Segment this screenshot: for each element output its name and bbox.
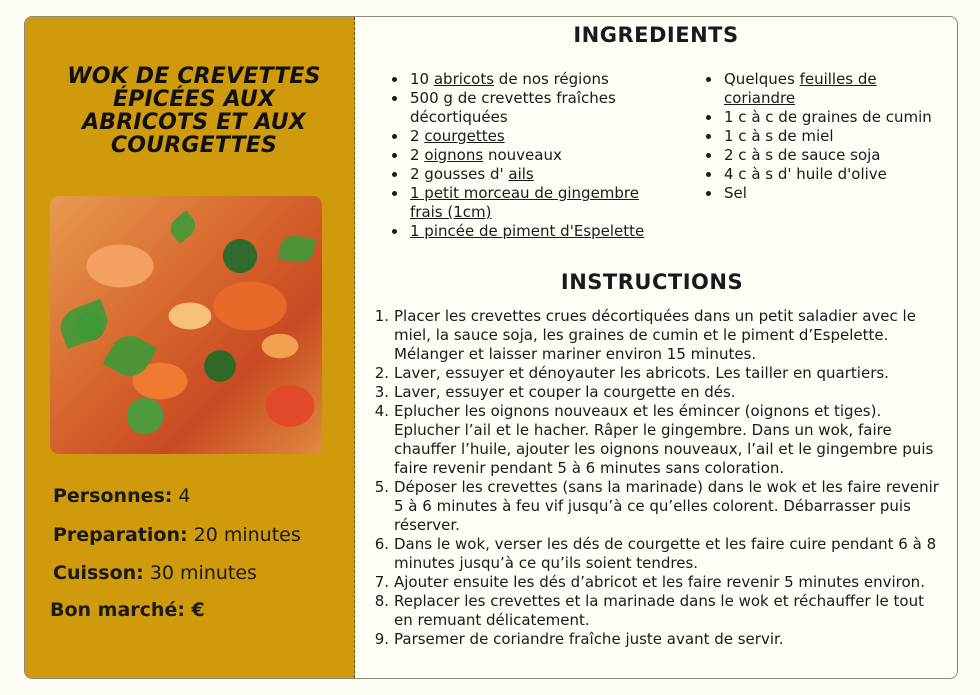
recipe-sidebar bbox=[25, 17, 355, 678]
fact-servings: Personnes: 4 bbox=[53, 485, 191, 507]
instruction-step bbox=[374, 383, 946, 402]
ingredient-item bbox=[702, 127, 932, 146]
recipe-content bbox=[356, 17, 956, 678]
instructions-heading: INSTRUCTIONS bbox=[560, 270, 744, 294]
ingredient-link[interactable]: ails bbox=[508, 165, 534, 183]
ingredient-text: Sel bbox=[724, 184, 747, 202]
step-number: 5. bbox=[374, 478, 389, 496]
instruction-step bbox=[374, 592, 946, 630]
step-text: Dans le wok, verser les dés de courgette et les faire cuire pendant 6 à 8 minutes jusqu’à ce qu’ils soient tendres. bbox=[394, 535, 937, 572]
instruction-step bbox=[374, 630, 946, 649]
coriander-leaf bbox=[166, 210, 200, 244]
instruction-step bbox=[374, 535, 946, 573]
ingredient-text: de nos régions bbox=[494, 70, 609, 88]
step-number: 9. bbox=[374, 630, 389, 648]
recipe-card bbox=[24, 16, 958, 679]
ingredient-text: 4 c à s d' huile d'olive bbox=[724, 165, 887, 183]
step-number: 7. bbox=[374, 573, 389, 591]
instruction-step bbox=[374, 364, 946, 383]
ingredient-link[interactable]: 1 petit morceau de gingembre frais (1cm) bbox=[410, 184, 639, 221]
fact-cost: Bon marché: € bbox=[50, 599, 205, 621]
ingredient-item bbox=[388, 89, 663, 127]
ingredient-item bbox=[702, 70, 932, 108]
step-text: Laver, essuyer et couper la courgette en dés. bbox=[394, 383, 736, 401]
ingredient-link[interactable]: courgettes bbox=[424, 127, 505, 145]
ingredient-text: 500 g de crevettes fraîches décortiquées bbox=[410, 89, 616, 126]
step-text: Replacer les crevettes et la marinade dans le wok et réchauffer le tout en remuant délicatement. bbox=[394, 592, 924, 629]
step-text: Ajouter ensuite les dés d’abricot et les faire revenir 5 minutes environ. bbox=[394, 573, 925, 591]
ingredient-item bbox=[702, 108, 932, 127]
ingredients-heading: INGREDIENTS bbox=[573, 23, 739, 47]
ingredient-link[interactable]: abricots bbox=[433, 70, 495, 88]
fact-preparation: Preparation: 20 minutes bbox=[53, 524, 301, 546]
ingredient-link[interactable]: oignons bbox=[424, 146, 484, 164]
step-number: 6. bbox=[374, 535, 389, 553]
step-number: 4. bbox=[374, 402, 389, 420]
ingredient-item bbox=[388, 184, 663, 222]
recipe-title: WOK DE CREVETTES ÉPICÉES AUX ABRICOTS ET AUX COURGETTES bbox=[67, 64, 321, 158]
step-number: 2. bbox=[374, 364, 389, 382]
ingredient-item bbox=[702, 146, 932, 165]
ingredient-text: 2 gousses d' bbox=[410, 165, 509, 183]
ingredients-list-left bbox=[388, 70, 663, 241]
ingredient-text: 2 c à s de sauce soja bbox=[724, 146, 881, 164]
step-text: Placer les crevettes crues décortiquées dans un petit saladier avec le miel, la sauce soja, les graines de cumin et le piment d’Espelette. Mélanger et laisser mariner environ 15 minutes. bbox=[394, 307, 916, 363]
ingredient-text: 1 c à s de miel bbox=[724, 127, 834, 145]
ingredient-text: nouveaux bbox=[483, 146, 562, 164]
ingredient-item bbox=[702, 165, 932, 184]
step-text: Eplucher les oignons nouveaux et les émincer (oignons et tiges). Eplucher l’ail et le hacher. Râper le gingembre. Dans un wok, faire chauffer l’huile, ajouter les oignons nouveaux, l’ail et le gingembre puis faire revenir pendant 5 à 6 minutes sans coloration. bbox=[394, 402, 934, 477]
ingredient-item bbox=[388, 165, 663, 184]
step-text: Déposer les crevettes (sans la marinade) dans le wok et les faire revenir 5 à 6 minutes à feu vif jusqu’à ce qu’elles colorent. Débarrasser puis réserver. bbox=[394, 478, 939, 534]
ingredients-list-right bbox=[702, 70, 932, 203]
step-number: 8. bbox=[374, 592, 389, 610]
ingredient-text: Quelques bbox=[724, 70, 800, 88]
dish-photo bbox=[50, 196, 322, 454]
instructions-list bbox=[374, 307, 946, 649]
fact-cooking: Cuisson: 30 minutes bbox=[53, 562, 257, 584]
ingredient-item bbox=[388, 127, 663, 146]
step-text: Parsemer de coriandre fraîche juste avant de servir. bbox=[394, 630, 784, 648]
ingredient-link[interactable]: 1 pincée de piment d'Espelette bbox=[410, 222, 645, 240]
ingredient-text: 2 bbox=[410, 127, 425, 145]
ingredient-item bbox=[388, 222, 663, 241]
instruction-step bbox=[374, 573, 946, 592]
ingredient-item bbox=[702, 184, 932, 203]
coriander-leaf bbox=[278, 233, 316, 265]
coriander-leaf bbox=[103, 329, 158, 384]
ingredient-text: 2 bbox=[410, 146, 425, 164]
instruction-step bbox=[374, 402, 946, 478]
instruction-step bbox=[374, 307, 946, 364]
ingredient-link[interactable]: feuilles de coriandre bbox=[724, 70, 877, 107]
step-number: 1. bbox=[374, 307, 389, 325]
ingredient-text: 1 c à c de graines de cumin bbox=[724, 108, 932, 126]
step-number: 3. bbox=[374, 383, 389, 401]
instruction-step bbox=[374, 478, 946, 535]
ingredient-item bbox=[388, 146, 663, 165]
ingredient-text: 10 bbox=[410, 70, 434, 88]
step-text: Laver, essuyer et dénoyauter les abricots. Les tailler en quartiers. bbox=[394, 364, 889, 382]
ingredient-item bbox=[388, 70, 663, 89]
coriander-leaf bbox=[55, 299, 112, 349]
